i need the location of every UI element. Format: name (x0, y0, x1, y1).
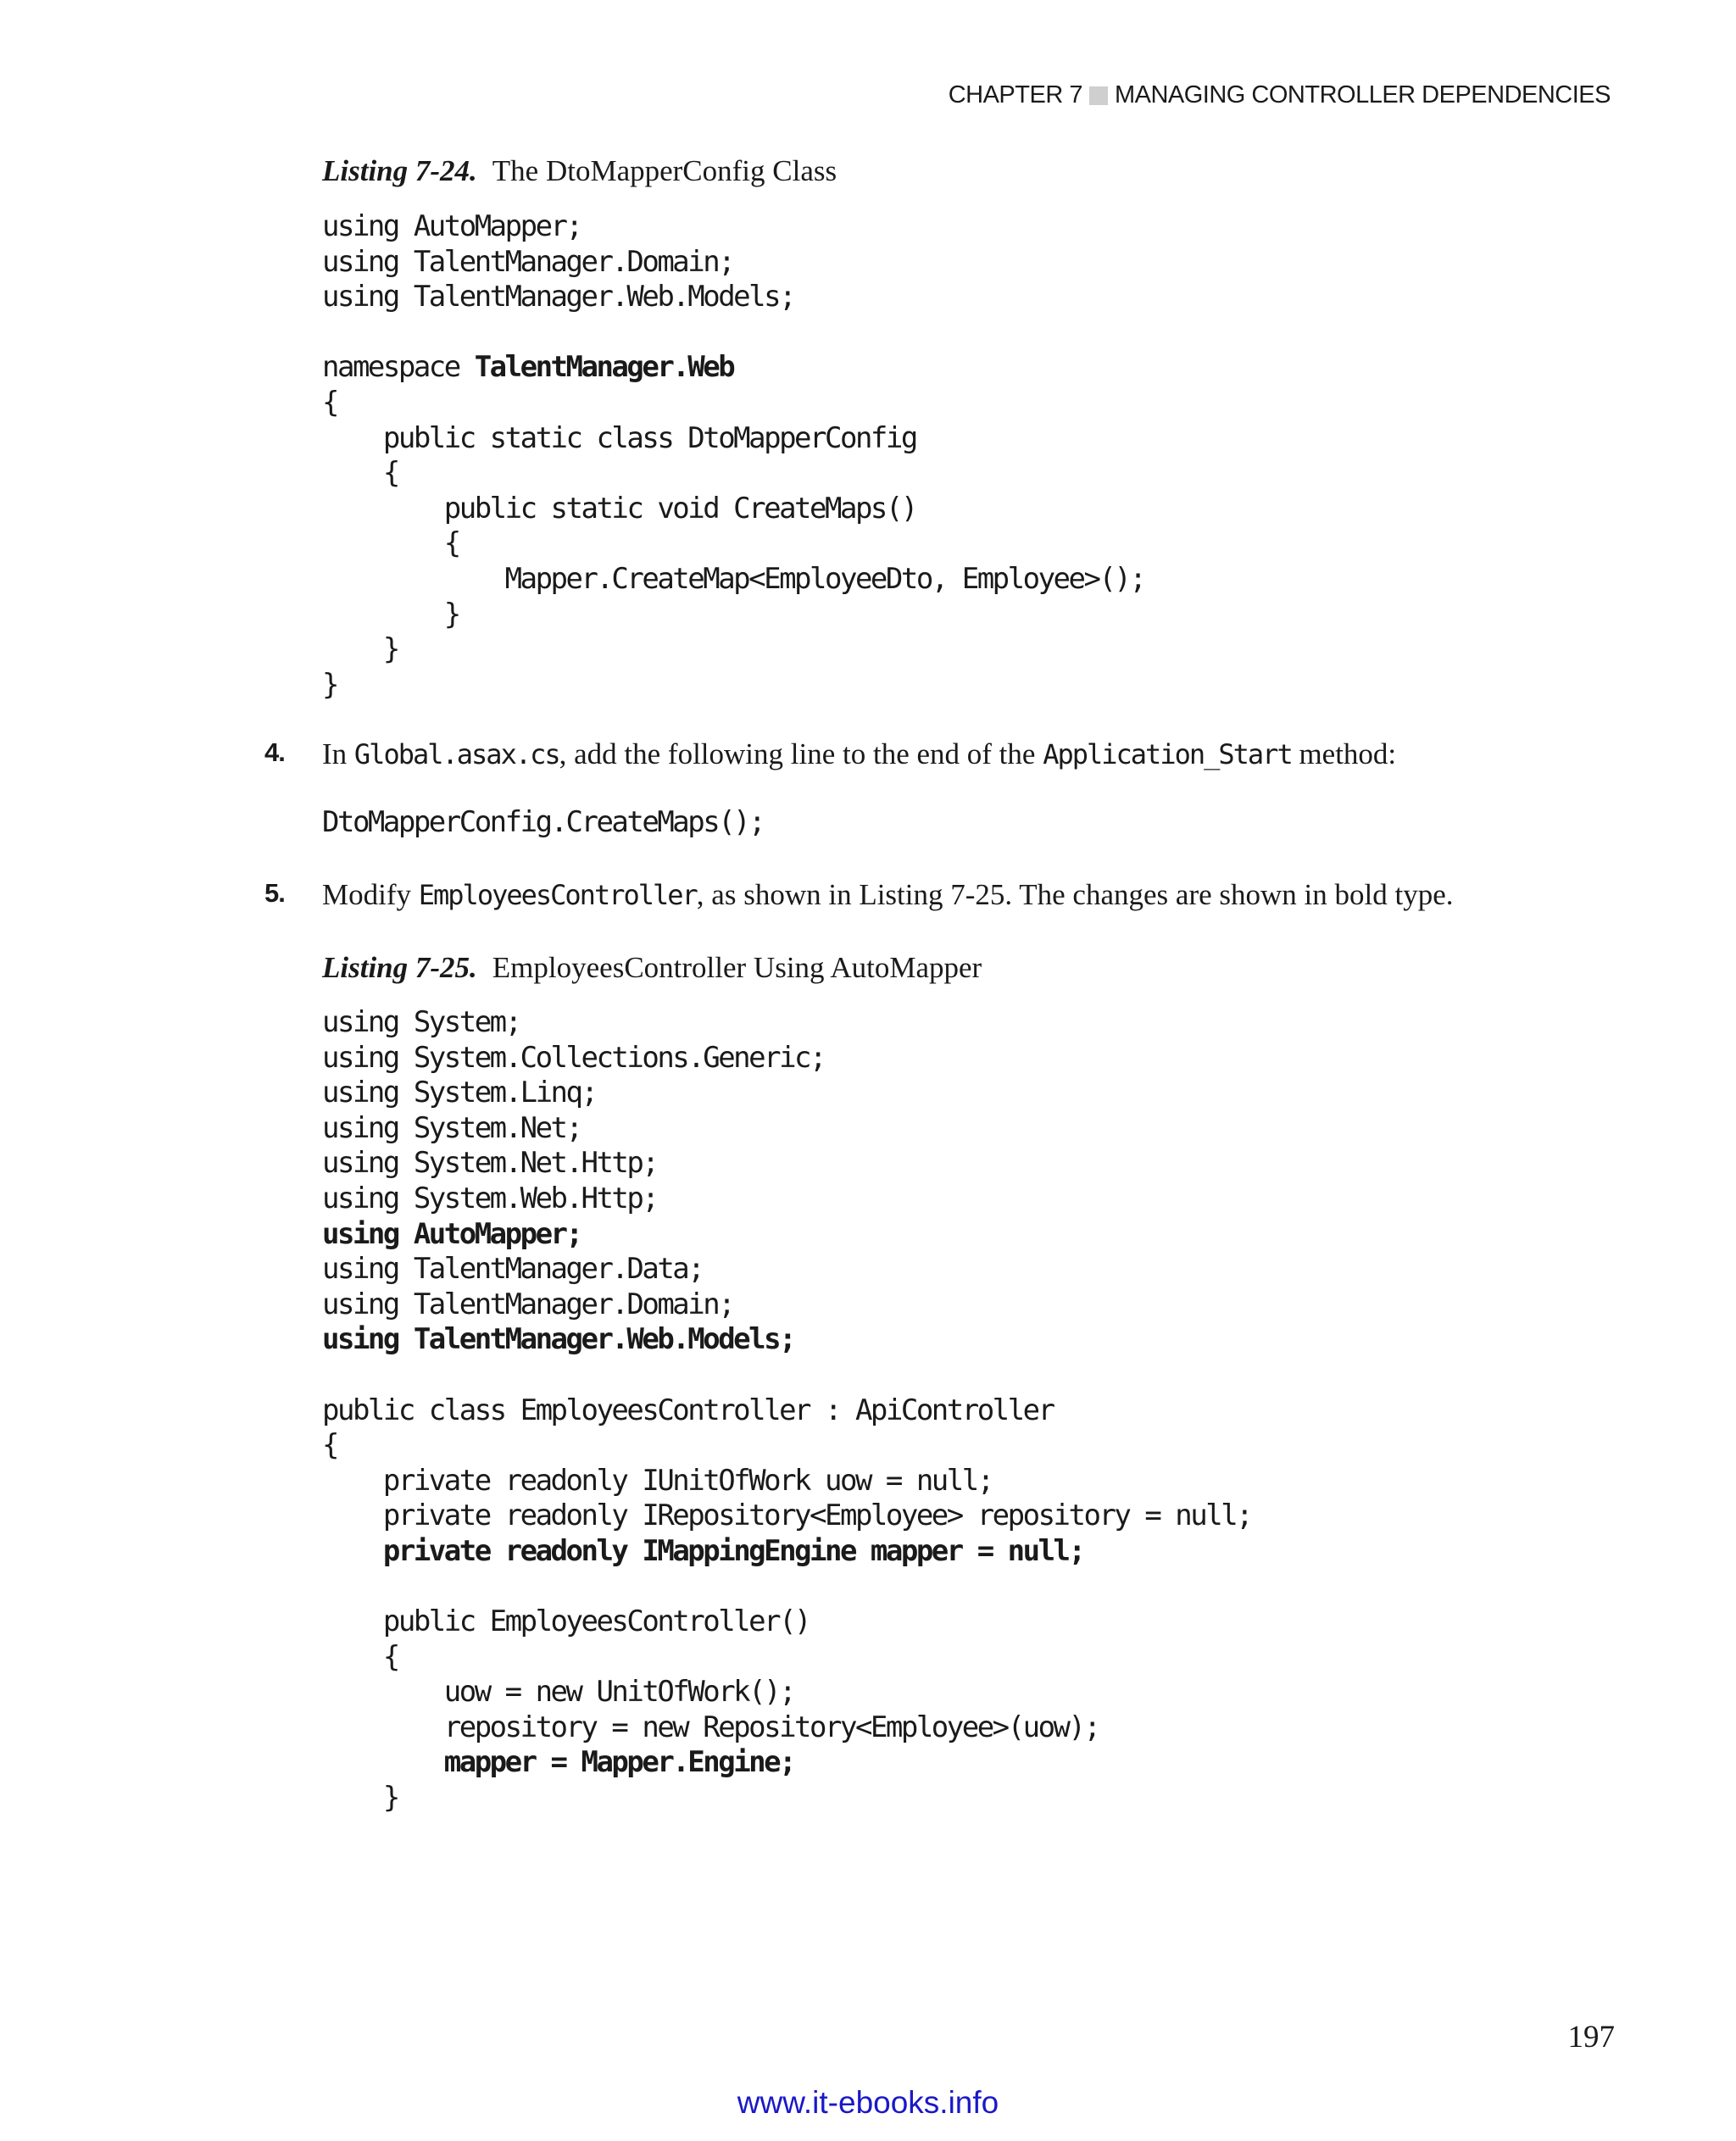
listing-number: Listing 7-24. (322, 154, 477, 187)
code-line (322, 1570, 1251, 1605)
step-number: 5. (264, 878, 285, 908)
code-line (322, 1358, 1251, 1393)
header-chapter: CHAPTER 7 (948, 81, 1082, 108)
code-line: public static void CreateMaps() (322, 491, 916, 526)
code-line: private readonly IMappingEngine mapper = null; (382, 1533, 1084, 1568)
code-line: using TalentManager.Domain; (322, 1287, 734, 1321)
code-line: { (322, 526, 459, 561)
code-line: using TalentManager.Web.Models; (322, 1322, 795, 1357)
footer-website: www.it-ebooks.info (737, 2085, 999, 2120)
code-line: using TalentManager.Domain; (322, 244, 734, 279)
code-line: public EmployeesController() (322, 1604, 810, 1639)
code-line: { (322, 1639, 398, 1674)
code-line (322, 315, 1144, 351)
step-text: In Global.asax.cs, add the following line to the end of the Application_Start method: (322, 737, 1397, 770)
code-listing-7-24 (322, 209, 1144, 703)
code-line: } (322, 632, 398, 667)
page-number: 197 (1567, 2020, 1615, 2055)
listing-caption-7-24 (322, 154, 837, 188)
code-line: } (322, 597, 459, 631)
code-line: using AutoMapper; (322, 209, 581, 243)
running-header (949, 81, 1611, 109)
step-text: Modify EmployeesController, as shown in Listing 7-25. The changes are shown in bold type. (322, 878, 1454, 911)
code-listing-7-25 (322, 1005, 1251, 1816)
header-title: MANAGING CONTROLLER DEPENDENCIES (1114, 81, 1611, 108)
code-line: using System.Web.Http; (322, 1181, 658, 1215)
code-line: using System; (322, 1005, 520, 1039)
code-line: using AutoMapper; (322, 1216, 581, 1251)
listing-caption-7-25 (322, 951, 982, 985)
code-line: { (322, 456, 398, 491)
code-line: using System.Net; (322, 1110, 581, 1145)
listing-title: EmployeesController Using AutoMapper (492, 951, 982, 984)
code-line: public class EmployeesController : ApiController (322, 1393, 1054, 1427)
code-line: using System.Net.Http; (322, 1146, 658, 1181)
code-line: using System.Collections.Generic; (322, 1040, 826, 1075)
code-line: using TalentManager.Web.Models; (322, 280, 795, 314)
code-line: namespace TalentManager.Web (322, 350, 734, 385)
code-line: { (322, 385, 337, 420)
code-line: public static class DtoMapperConfig (322, 420, 916, 455)
code-line: repository = new Repository<Employee>(uow); (322, 1710, 1099, 1744)
header-separator-square (1089, 86, 1108, 105)
code-line: private readonly IUnitOfWork uow = null; (322, 1463, 993, 1498)
code-line: { (322, 1428, 337, 1463)
code-line-create-maps: DtoMapperConfig.CreateMaps(); (322, 805, 765, 839)
code-line: mapper = Mapper.Engine; (443, 1745, 795, 1780)
code-line: } (322, 667, 337, 702)
code-line: using System.Linq; (322, 1076, 597, 1110)
listing-title: The DtoMapperConfig Class (492, 154, 837, 187)
listing-number: Listing 7-25. (322, 951, 477, 984)
code-line: private readonly IRepository<Employee> repository = null; (322, 1499, 1252, 1533)
code-line: Mapper.CreateMap<EmployeeDto, Employee>(); (322, 561, 1145, 596)
code-line: using TalentManager.Data; (322, 1252, 704, 1287)
code-line: } (322, 1781, 398, 1816)
code-line: uow = new UnitOfWork(); (322, 1675, 795, 1710)
step-number: 4. (264, 737, 285, 767)
